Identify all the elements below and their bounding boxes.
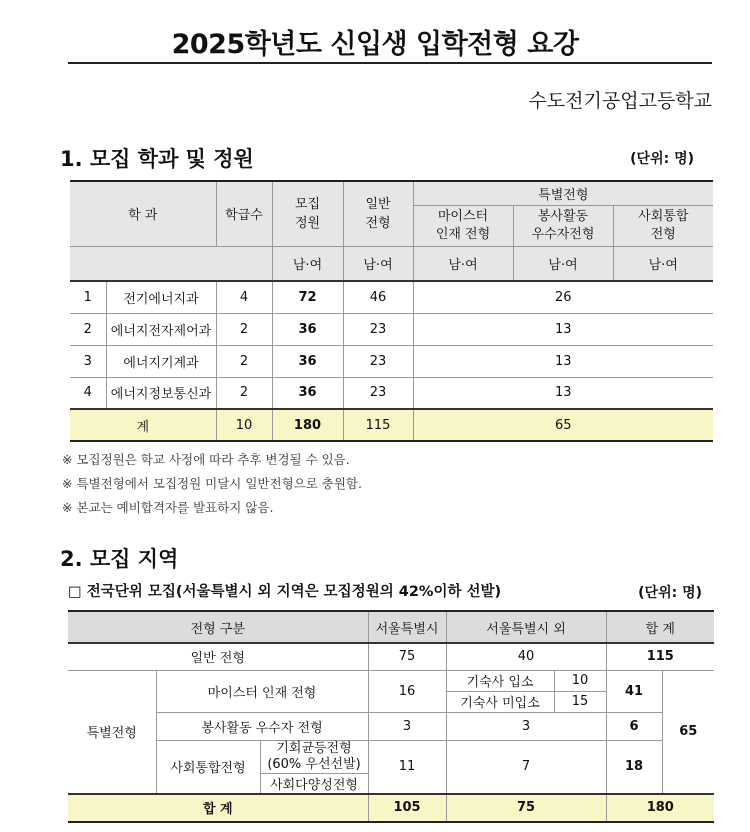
- notes: [62, 448, 362, 520]
- sum-label: 합 계: [68, 794, 368, 822]
- row-general: 46: [343, 281, 413, 313]
- total-label: 계: [70, 409, 216, 441]
- dorm-out-label: 기숙사 미입소: [446, 691, 554, 712]
- special-total: 65: [662, 670, 714, 794]
- table-row: [70, 281, 713, 313]
- header-type: 전형 구분: [68, 611, 368, 643]
- header-general: 일반 전형: [343, 181, 413, 246]
- row-classes: 2: [216, 377, 272, 409]
- general-row: [68, 643, 714, 670]
- school-name: 수도전기공업고등학교: [528, 90, 712, 112]
- dorm-in-label: 기숙사 입소: [446, 670, 554, 691]
- social-sub2: 사회다양성전형: [260, 773, 368, 794]
- social-total: 18: [606, 740, 662, 794]
- row-no: 4: [70, 377, 106, 409]
- header-classes: 학급수: [216, 181, 272, 246]
- gender-label: 남·여: [343, 246, 413, 281]
- total-classes: 10: [216, 409, 272, 441]
- row-general: 23: [343, 313, 413, 345]
- gender-label: 남·여: [613, 246, 713, 281]
- header-volunteer: 봉사활동 우수자전형: [513, 205, 613, 246]
- volunteer-total: 6: [606, 712, 662, 740]
- volunteer-seoul: 3: [368, 712, 446, 740]
- total-general: 115: [343, 409, 413, 441]
- total-special: 65: [413, 409, 713, 441]
- row-special: 13: [413, 313, 713, 345]
- row-general: 23: [343, 377, 413, 409]
- social-label: 사회통합전형: [156, 740, 260, 794]
- row-general: 23: [343, 345, 413, 377]
- sum-outside: 75: [446, 794, 606, 822]
- note-item: ※ 특별전형에서 모집정원 미달시 일반전형으로 충원함.: [62, 476, 362, 491]
- note-item: ※ 본교는 예비합격자를 발표하지 않음.: [62, 500, 274, 515]
- header-quota: 모집 정원: [272, 181, 343, 246]
- header-meister: 마이스터 인재 전형: [413, 205, 513, 246]
- general-total: 115: [606, 643, 714, 670]
- volunteer-row: [68, 712, 714, 740]
- row-classes: 4: [216, 281, 272, 313]
- volunteer-label: 봉사활동 우수자 전형: [156, 712, 368, 740]
- row-no: 2: [70, 313, 106, 345]
- row-quota: 72: [272, 281, 343, 313]
- quota-table: [70, 180, 713, 442]
- meister-label: 마이스터 인재 전형: [156, 670, 368, 712]
- gender-label: 남·여: [272, 246, 343, 281]
- sum-total: 180: [606, 794, 714, 822]
- row-classes: 2: [216, 345, 272, 377]
- row-quota: 36: [272, 313, 343, 345]
- row-special: 13: [413, 345, 713, 377]
- table-row: [70, 345, 713, 377]
- row-dept: 전기에너지과: [106, 281, 216, 313]
- sum-row: [68, 794, 714, 822]
- row-classes: 2: [216, 313, 272, 345]
- sum-seoul: 105: [368, 794, 446, 822]
- social-seoul: 11: [368, 740, 446, 794]
- meister-seoul: 16: [368, 670, 446, 712]
- general-outside: 40: [446, 643, 606, 670]
- table-row: [70, 377, 713, 409]
- total-quota: 180: [272, 409, 343, 441]
- row-no: 1: [70, 281, 106, 313]
- section2-subheading: □ 전국단위 모집(서울특별시 외 지역은 모집정원의 42%이하 선발): [68, 584, 502, 600]
- title-divider: [68, 62, 712, 64]
- header-total: 합 계: [606, 611, 714, 643]
- volunteer-outside: 3: [446, 712, 606, 740]
- row-quota: 36: [272, 377, 343, 409]
- section2-unit: (단위: 명): [638, 585, 702, 601]
- social-outside: 7: [446, 740, 606, 794]
- row-dept: 에너지전자제어과: [106, 313, 216, 345]
- general-seoul: 75: [368, 643, 446, 670]
- general-label: 일반 전형: [68, 643, 368, 670]
- row-dept: 에너지기계과: [106, 345, 216, 377]
- gender-label: 남·여: [413, 246, 513, 281]
- dorm-in-value: 10: [554, 670, 606, 691]
- dorm-out-value: 15: [554, 691, 606, 712]
- gender-label: 남·여: [513, 246, 613, 281]
- header-social: 사회통합 전형: [613, 205, 713, 246]
- header-blank: [70, 246, 272, 281]
- row-quota: 36: [272, 345, 343, 377]
- region-table: [68, 610, 714, 823]
- section1-unit: (단위: 명): [630, 151, 694, 167]
- meister-total: 41: [606, 670, 662, 712]
- table-row: [70, 313, 713, 345]
- header-special: 특별전형: [413, 181, 713, 205]
- page-title: 2025학년도 신입생 입학전형 요강: [171, 29, 579, 60]
- row-special: 13: [413, 377, 713, 409]
- row-no: 3: [70, 345, 106, 377]
- row-dept: 에너지정보통신과: [106, 377, 216, 409]
- row-special: 26: [413, 281, 713, 313]
- header-dept: 학 과: [70, 181, 216, 246]
- section1-heading: 1. 모집 학과 및 정원: [60, 147, 254, 171]
- header-seoul: 서울특별시: [368, 611, 446, 643]
- note-item: ※ 모집정원은 학교 사정에 따라 추후 변경될 수 있음.: [62, 452, 350, 467]
- header-outside: 서울특별시 외: [446, 611, 606, 643]
- social-sub1: 기회균등전형 (60% 우선선발): [260, 740, 368, 773]
- total-row: [70, 409, 713, 441]
- section2-heading: 2. 모집 지역: [60, 547, 179, 571]
- special-label: 특별전형: [68, 670, 156, 794]
